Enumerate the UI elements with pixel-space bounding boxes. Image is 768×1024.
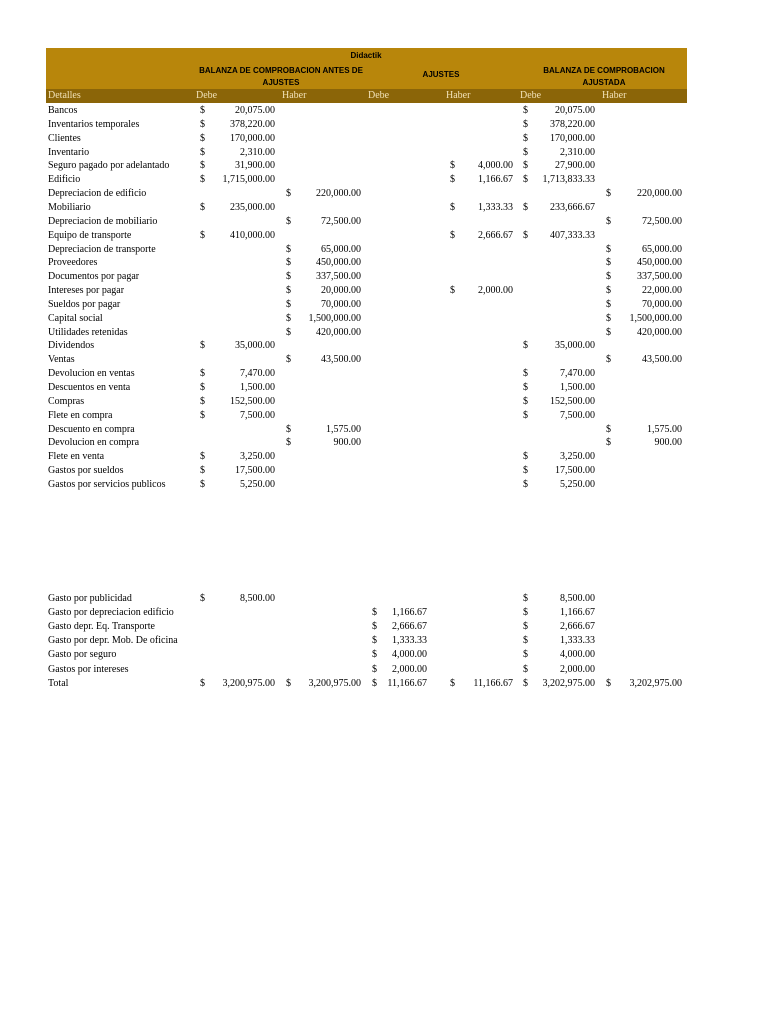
amount-jd: 170,000.00: [550, 132, 595, 144]
currency-sign: $: [450, 160, 455, 172]
currency-sign: $: [606, 215, 611, 227]
currency-sign: $: [286, 257, 291, 269]
amount-bd: 152,500.00: [230, 395, 275, 407]
account-label: Sueldos por pagar: [48, 298, 121, 310]
table-row: [0, 436, 768, 450]
amount-jd: 1,166.67: [560, 607, 595, 619]
amount-jd: 17,500.00: [555, 465, 595, 477]
currency-sign: $: [523, 382, 528, 393]
amount-ad: 2,666.67: [392, 621, 427, 633]
table-row: [0, 677, 768, 691]
table-row: [0, 423, 768, 437]
column-header-row: [46, 89, 687, 103]
table-row: [0, 381, 768, 395]
currency-sign: $: [286, 271, 291, 283]
currency-sign: $: [523, 368, 528, 380]
currency-sign: $: [606, 188, 611, 200]
currency-sign: $: [523, 395, 528, 407]
account-label: Gastos por servicios publicos: [48, 478, 166, 490]
table-row: [0, 367, 768, 381]
amount-bh: 3,200,975.00: [308, 677, 361, 689]
amount-bd: 20,075.00: [235, 105, 275, 116]
currency-sign: $: [523, 593, 528, 604]
account-label: Edificio: [48, 174, 81, 186]
table-row: [0, 229, 768, 243]
account-label: Flete en compra: [48, 409, 113, 421]
currency-sign: $: [606, 423, 611, 435]
account-label: Seguro pagado por adelantado: [48, 160, 170, 172]
table-row: [0, 648, 768, 662]
currency-sign: $: [286, 437, 291, 449]
sheet-header: [46, 48, 687, 89]
table-row: [0, 146, 768, 160]
amount-jd: 2,310.00: [560, 146, 595, 158]
account-label: Utilidades retenidas: [48, 326, 128, 338]
amount-bh: 220,000.00: [316, 188, 361, 200]
currency-sign: $: [606, 437, 611, 449]
account-label: Ventas: [48, 354, 75, 366]
table-row: [0, 243, 768, 257]
amount-bh: 65,000.00: [321, 243, 361, 255]
account-label: Dividendos: [48, 340, 95, 352]
currency-sign: $: [523, 451, 528, 463]
company-name: Didactik: [350, 51, 382, 60]
account-label: Depreciacion de transporte: [48, 243, 156, 255]
table-row: [0, 339, 768, 353]
col-adj-debe: Debe: [368, 90, 390, 101]
account-label: Gasto por publicidad: [48, 593, 132, 604]
currency-sign: $: [286, 326, 291, 338]
amount-jd: 1,500.00: [560, 382, 595, 393]
amount-jh: 450,000.00: [637, 257, 682, 269]
account-label: Documentos por pagar: [48, 271, 140, 283]
currency-sign: $: [200, 368, 205, 380]
account-label: Gasto por depreciacion edificio: [48, 607, 174, 619]
currency-sign: $: [523, 201, 528, 213]
currency-sign: $: [286, 298, 291, 310]
col-adjusted-debe: Debe: [520, 90, 542, 101]
amount-jd: 233,666.67: [550, 201, 595, 213]
table-row: [0, 201, 768, 215]
currency-sign: $: [286, 243, 291, 255]
currency-sign: $: [200, 174, 205, 186]
account-label: Equipo de transporte: [48, 229, 132, 241]
currency-sign: $: [523, 118, 528, 130]
amount-bh: 900.00: [333, 437, 361, 449]
amount-ad: 11,166.67: [387, 677, 427, 689]
currency-sign: $: [450, 677, 455, 689]
amount-ah: 4,000.00: [478, 160, 513, 172]
amount-bh: 70,000.00: [321, 298, 361, 310]
currency-sign: $: [523, 146, 528, 158]
amount-bd: 235,000.00: [230, 201, 275, 213]
amount-bd: 1,715,000.00: [222, 174, 275, 186]
currency-sign: $: [286, 215, 291, 227]
amount-jd: 3,202,975.00: [542, 677, 595, 689]
account-label: Flete en venta: [48, 451, 105, 463]
currency-sign: $: [200, 395, 205, 407]
amount-ad: 1,333.33: [392, 635, 427, 647]
amount-bh: 72,500.00: [321, 215, 361, 227]
currency-sign: $: [523, 649, 528, 661]
currency-sign: $: [606, 257, 611, 269]
account-label: Gastos por sueldos: [48, 465, 124, 477]
amount-bd: 378,220.00: [230, 118, 275, 130]
table-row: [0, 298, 768, 312]
account-label: Gastos por intereses: [48, 663, 129, 675]
account-label: Gasto por depr. Mob. De oficina: [48, 635, 178, 647]
amount-ah: 1,333.33: [478, 201, 513, 213]
amount-jh: 43,500.00: [642, 354, 682, 366]
account-label: Descuentos en venta: [48, 382, 131, 393]
currency-sign: $: [523, 160, 528, 172]
currency-sign: $: [372, 635, 377, 647]
col-before-haber: Haber: [282, 90, 307, 101]
currency-sign: $: [606, 271, 611, 283]
currency-sign: $: [372, 621, 377, 633]
currency-sign: $: [523, 105, 528, 116]
account-label: Total: [48, 677, 69, 689]
currency-sign: $: [606, 312, 611, 324]
account-label: Devolucion en compra: [48, 437, 140, 449]
amount-bd: 8,500.00: [240, 593, 275, 604]
currency-sign: $: [200, 465, 205, 477]
table-row: [0, 409, 768, 423]
table-row: [0, 478, 768, 492]
amount-bd: 3,250.00: [240, 451, 275, 463]
amount-ad: 4,000.00: [392, 649, 427, 661]
account-label: Proveedores: [48, 257, 98, 269]
amount-jd: 8,500.00: [560, 593, 595, 604]
table-row: [0, 132, 768, 146]
currency-sign: $: [606, 354, 611, 366]
account-label: Clientes: [48, 132, 81, 144]
table-row: [0, 173, 768, 187]
currency-sign: $: [200, 146, 205, 158]
table-row: [0, 118, 768, 132]
amount-jd: 4,000.00: [560, 649, 595, 661]
currency-sign: $: [286, 354, 291, 366]
currency-sign: $: [450, 229, 455, 241]
currency-sign: $: [200, 409, 205, 421]
currency-sign: $: [286, 423, 291, 435]
amount-bd: 1,500.00: [240, 382, 275, 393]
account-label: Intereses por pagar: [48, 285, 125, 297]
table-row: [0, 450, 768, 464]
currency-sign: $: [286, 285, 291, 297]
currency-sign: $: [523, 340, 528, 352]
amount-bd: 7,500.00: [240, 409, 275, 421]
table-row: [0, 592, 768, 606]
currency-sign: $: [523, 607, 528, 619]
account-label: Devolucion en ventas: [48, 368, 135, 380]
amount-bd: 31,900.00: [235, 160, 275, 172]
table-row: [0, 284, 768, 298]
currency-sign: $: [450, 174, 455, 186]
amount-jh: 22,000.00: [642, 285, 682, 297]
amount-bh: 450,000.00: [316, 257, 361, 269]
amount-bd: 7,470.00: [240, 368, 275, 380]
currency-sign: $: [523, 635, 528, 647]
amount-jd: 2,000.00: [560, 663, 595, 675]
currency-sign: $: [200, 105, 205, 116]
amount-jh: 1,575.00: [647, 423, 682, 435]
amount-ah: 2,000.00: [478, 285, 513, 297]
account-label: Descuento en compra: [48, 423, 135, 435]
amount-jd: 3,250.00: [560, 451, 595, 463]
table-row: [0, 187, 768, 201]
table-row: [0, 159, 768, 173]
amount-jd: 152,500.00: [550, 395, 595, 407]
currency-sign: $: [606, 677, 611, 689]
amount-jh: 1,500,000.00: [629, 312, 682, 324]
account-label: Depreciacion de mobiliario: [48, 215, 158, 227]
currency-sign: $: [523, 621, 528, 633]
table-row: [0, 326, 768, 340]
currency-sign: $: [372, 649, 377, 661]
col-adj-haber: Haber: [446, 90, 471, 101]
currency-sign: $: [200, 340, 205, 352]
table-row: [0, 606, 768, 620]
amount-jh: 3,202,975.00: [629, 677, 682, 689]
amount-ah: 2,666.67: [478, 229, 513, 241]
currency-sign: $: [523, 478, 528, 490]
account-label: Inventario: [48, 146, 90, 158]
table-row: [0, 663, 768, 677]
amount-bd: 35,000.00: [235, 340, 275, 352]
amount-jh: 70,000.00: [642, 298, 682, 310]
currency-sign: $: [372, 663, 377, 675]
amount-bd: 2,310.00: [240, 146, 275, 158]
currency-sign: $: [523, 677, 528, 689]
table-row: [0, 395, 768, 409]
table-row: [0, 353, 768, 367]
currency-sign: $: [523, 132, 528, 144]
account-label: Compras: [48, 395, 85, 407]
amount-jd: 2,666.67: [560, 621, 595, 633]
currency-sign: $: [523, 174, 528, 186]
currency-sign: $: [523, 409, 528, 421]
amount-jh: 337,500.00: [637, 271, 682, 283]
table-row: [0, 634, 768, 648]
currency-sign: $: [200, 593, 205, 604]
currency-sign: $: [200, 229, 205, 241]
amount-jd: 378,220.00: [550, 118, 595, 130]
amount-bh: 20,000.00: [321, 285, 361, 297]
amount-bd: 5,250.00: [240, 478, 275, 490]
currency-sign: $: [286, 677, 291, 689]
currency-sign: $: [200, 478, 205, 490]
currency-sign: $: [200, 118, 205, 130]
currency-sign: $: [523, 229, 528, 241]
amount-jd: 7,470.00: [560, 368, 595, 380]
currency-sign: $: [200, 382, 205, 393]
amount-jh: 220,000.00: [637, 188, 682, 200]
amount-jh: 900.00: [654, 437, 682, 449]
account-label: Capital social: [48, 312, 103, 324]
col-detalles: Detalles: [48, 90, 81, 101]
account-label: Inventarios temporales: [48, 118, 140, 130]
amount-bh: 43,500.00: [321, 354, 361, 366]
table-row: [0, 464, 768, 478]
amount-bd: 170,000.00: [230, 132, 275, 144]
currency-sign: $: [450, 285, 455, 297]
amount-jd: 35,000.00: [555, 340, 595, 352]
currency-sign: $: [606, 285, 611, 297]
section-before-adjustments-title: BALANZA DE COMPROBACION ANTES DE AJUSTES: [199, 66, 363, 87]
col-before-debe: Debe: [196, 90, 218, 101]
currency-sign: $: [286, 312, 291, 324]
amount-bh: 1,500,000.00: [308, 312, 361, 324]
amount-ah: 1,166.67: [478, 174, 513, 186]
account-label: Mobiliario: [48, 201, 91, 213]
currency-sign: $: [523, 465, 528, 477]
currency-sign: $: [606, 298, 611, 310]
account-label: Gasto por seguro: [48, 649, 117, 661]
amount-bd: 17,500.00: [235, 465, 275, 477]
currency-sign: $: [372, 677, 377, 689]
table-row: [0, 312, 768, 326]
currency-sign: $: [523, 663, 528, 675]
currency-sign: $: [606, 243, 611, 255]
amount-jd: 5,250.00: [560, 478, 595, 490]
amount-bd: 3,200,975.00: [222, 677, 275, 689]
table-row: [0, 215, 768, 229]
amount-bh: 337,500.00: [316, 271, 361, 283]
currency-sign: $: [606, 326, 611, 338]
amount-ah: 11,166.67: [473, 677, 513, 689]
currency-sign: $: [372, 607, 377, 619]
amount-jd: 20,075.00: [555, 105, 595, 116]
amount-jd: 1,333.33: [560, 635, 595, 647]
amount-jh: 65,000.00: [642, 243, 682, 255]
currency-sign: $: [286, 188, 291, 200]
table-row: [0, 256, 768, 270]
amount-jd: 1,713,833.33: [542, 174, 595, 186]
currency-sign: $: [200, 677, 205, 689]
amount-jh: 72,500.00: [642, 215, 682, 227]
currency-sign: $: [200, 201, 205, 213]
amount-bh: 1,575.00: [326, 423, 361, 435]
currency-sign: $: [200, 132, 205, 144]
amount-ad: 1,166.67: [392, 607, 427, 619]
amount-jd: 7,500.00: [560, 409, 595, 421]
col-adjusted-haber: Haber: [602, 90, 627, 101]
table-row: [0, 620, 768, 634]
table-row: [0, 104, 768, 118]
section-adjusted-title: BALANZA DE COMPROBACION AJUSTADA: [543, 66, 665, 87]
currency-sign: $: [450, 201, 455, 213]
currency-sign: $: [200, 451, 205, 463]
account-label: Gasto depr. Eq. Transporte: [48, 621, 155, 633]
amount-jh: 420,000.00: [637, 326, 682, 338]
account-label: Bancos: [48, 105, 78, 116]
amount-ad: 2,000.00: [392, 663, 427, 675]
amount-jd: 27,900.00: [555, 160, 595, 172]
table-row: [0, 270, 768, 284]
amount-bd: 410,000.00: [230, 229, 275, 241]
currency-sign: $: [200, 160, 205, 172]
account-label: Depreciacion de edificio: [48, 188, 147, 200]
amount-jd: 407,333.33: [550, 229, 595, 241]
amount-bh: 420,000.00: [316, 326, 361, 338]
section-adjustments-title: AJUSTES: [422, 70, 460, 79]
